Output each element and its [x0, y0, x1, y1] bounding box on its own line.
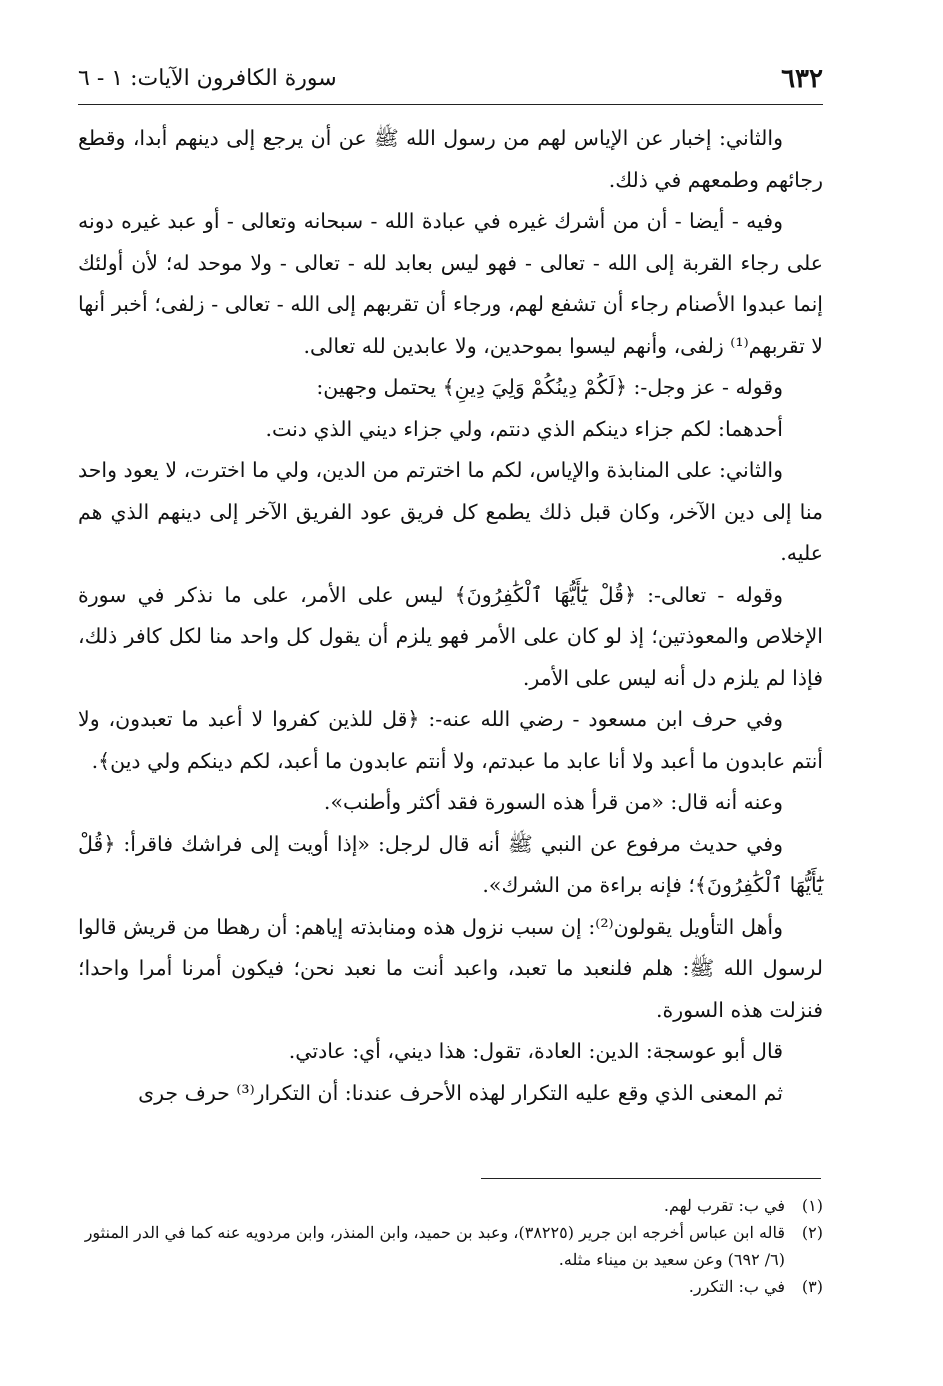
paragraph: وفي حرف ابن مسعود - رضي الله عنه-: ﴿قل للذين كفروا لا أعبد ما تعبدون، ولا أنتم عابدون ما أعبد ولا أنا عابد ما عبدتم، ولا أنتم عابدون ما أعبد، لكم دينكم ولي دين﴾. — [78, 707, 823, 773]
footnote-text: في ب: تقرب لهم. — [663, 1196, 785, 1215]
footnote-text: في ب: التكرر. — [688, 1277, 785, 1296]
page-number: ٦٣٢ — [781, 64, 823, 94]
paragraph: وفي حديث مرفوع عن النبي ﷺ أنه قال لرجل: «إذا أويت إلى فراشك فاقرأ: ﴿قُلْ يَٰٓأَيُّهَا ٱلْكَٰفِرُونَ﴾؛ فإنه براءة من الشرك». — [78, 831, 823, 897]
footnote — [78, 1273, 823, 1300]
paragraph: والثاني: إخبار عن الإياس لهم من رسول الله ﷺ عن أن يرجع إلى دينهم أبدا، وقطع رجائهم وطمعهم في ذلك. — [78, 126, 823, 192]
paragraph: وقوله - تعالى-: ﴿قُلْ يَٰٓأَيُّهَا ٱلْكَٰفِرُونَ﴾ ليس على الأمر، على ما نذكر في سورة الإخلاص والمعوذتين؛ إذ لو كان على الأمر فهو يلزم أن يقول كل واحد منا لكل كافر ذلك، فإذا لم يلزم دل أنه ليس على الأمر. — [78, 582, 823, 690]
footnote-number: (١) — [801, 1196, 823, 1215]
footnote-text: قاله ابن عباس أخرجه ابن جرير (٣٨٢٢٥)، وعبد بن حميد، وابن المنذر، وابن مردويه عنه كما في الدر المنثور (٦/ ٦٩٢) وعن سعيد بن ميناء مثله. — [84, 1223, 785, 1269]
body-text — [78, 118, 823, 1114]
paragraph: وأهل التأويل يقولون⁽²⁾: إن سبب نزول هذه ومنابذته إياهم: أن رهطا من قريش قالوا لرسول الله ﷺ: هلم فلنعبد ما تعبد، واعبد أنت ما نعبد نحن؛ فيكون أمرنا أمرا واحدا؛ فنزلت هذه السورة. — [78, 914, 823, 1022]
paragraph: وفيه - أيضا - أن من أشرك غيره في عبادة الله - سبحانه وتعالى - أو عبد غيره دونه على رجاء القربة إلى الله - تعالى - فهو ليس بعابد لله - تعالى - ولا موحد له؛ لأن أولئك إنما عبدوا الأصنام رجاء أن تشفع لهم، ورجاء أن تقربهم إلى الله - تعالى - زلفى؛ أخبر أنها لا تقربهم⁽¹⁾ زلفى، وأنهم ليسوا بموحدين، ولا عابدين لله تعالى. — [78, 209, 823, 358]
footnote — [78, 1219, 823, 1273]
footnote-number: (٣) — [801, 1277, 823, 1296]
footnote-number: (٢) — [801, 1223, 823, 1242]
running-title: سورة الكافرون الآيات: ١ - ٦ — [78, 66, 337, 91]
paragraph: وعنه أنه قال: «من قرأ هذه السورة فقد أكثر وأطنب». — [323, 790, 783, 814]
paragraph: قال أبو عوسجة: الدين: العادة، تقول: هذا ديني، أي: عادتي. — [288, 1039, 783, 1063]
footnote-divider — [481, 1178, 821, 1179]
paragraph: والثاني: على المنابذة والإياس، لكم ما اخترتم من الدين، ولي ما اخترت، لا يعود واحد منا إلى دين الآخر، وكان قبل ذلك يطمع كل فريق عود الفريق الآخر إلى دينهم الذي هم عليه. — [78, 458, 823, 565]
paragraph: وقوله - عز وجل-: ﴿لَكُمْ دِينُكُمْ وَلِيَ دِينِ﴾ يحتمل وجهين: — [316, 375, 783, 399]
page-header — [78, 60, 823, 105]
paragraph: أحدهما: لكم جزاء دينكم الذي دنتم، ولي جزاء ديني الذي دنت. — [265, 416, 783, 441]
footnote — [78, 1192, 823, 1219]
footnotes — [78, 1192, 823, 1300]
paragraph: ثم المعنى الذي وقع عليه التكرار لهذه الأحرف عندنا: أن التكرار⁽³⁾ حرف جرى — [138, 1080, 783, 1105]
